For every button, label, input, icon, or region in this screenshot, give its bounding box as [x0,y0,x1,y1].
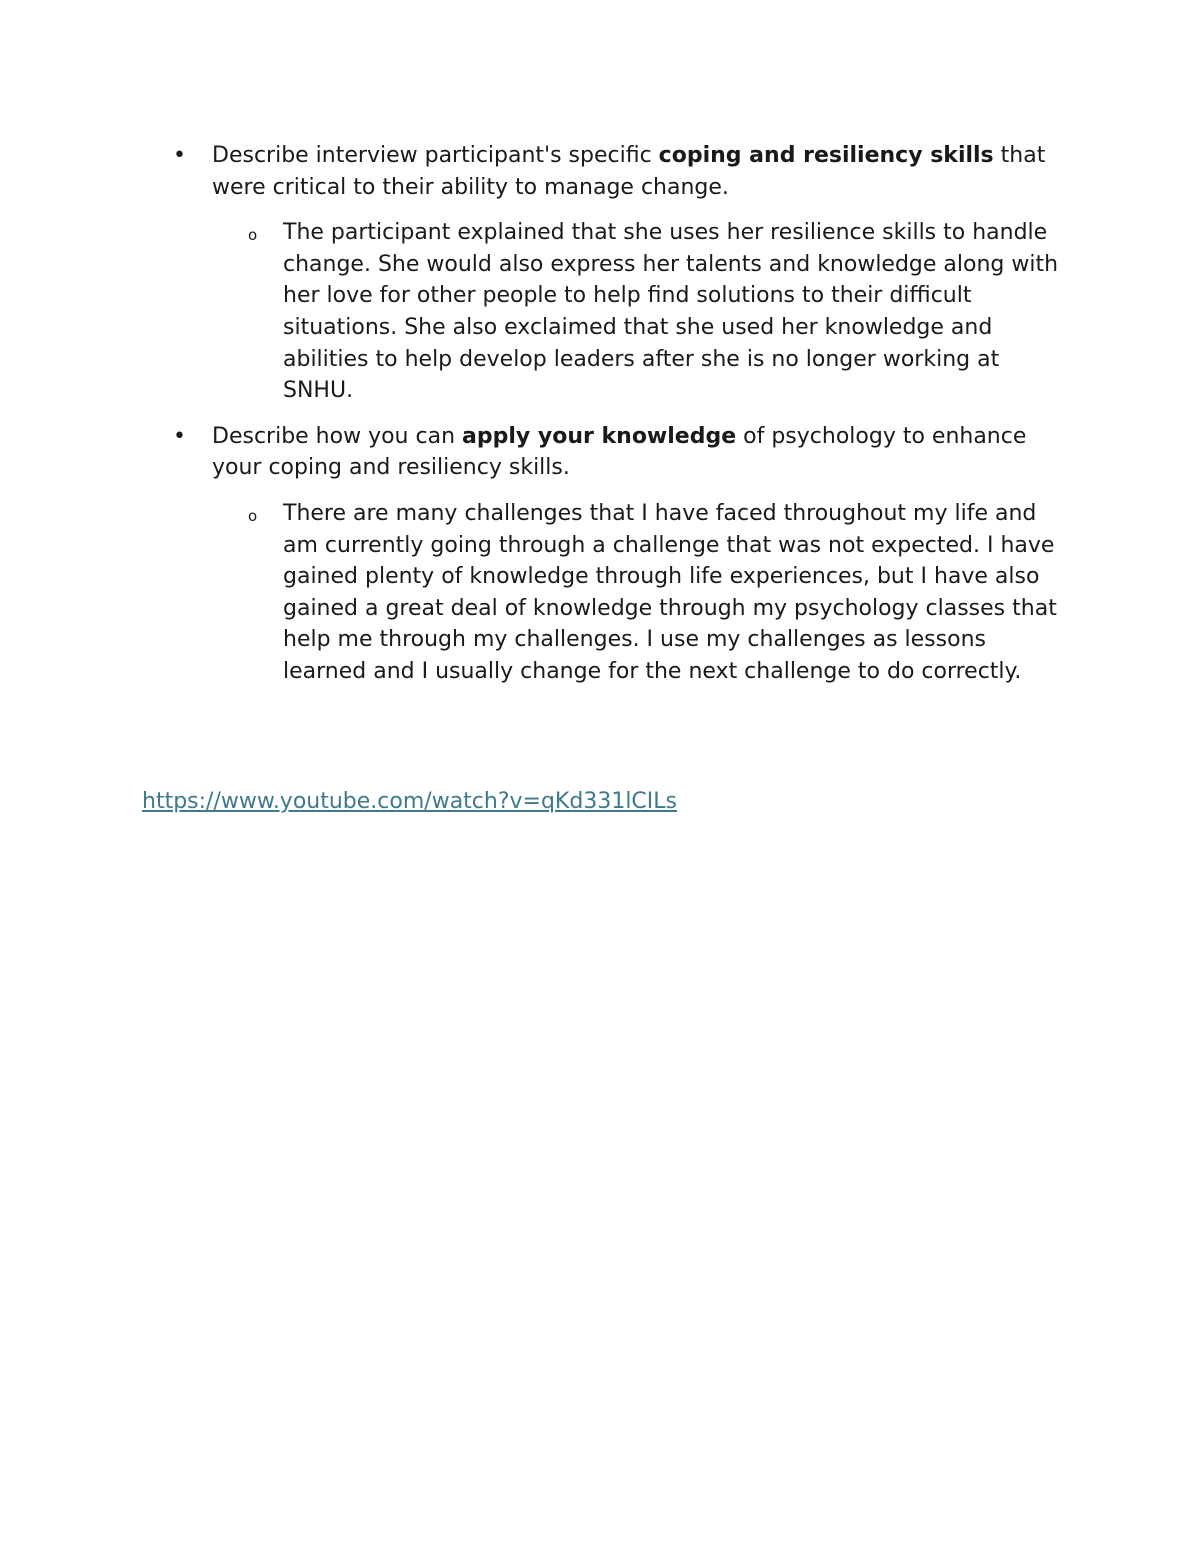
sub-item-participant-answer [212,217,1062,407]
bullet-icon: • [173,143,186,168]
bullet-item-coping-skills [142,140,1062,407]
bullet-item-apply-knowledge [142,421,1062,688]
bullet-text-prefix: Describe interview participant's specific [212,143,659,168]
bullet-text-bold: coping and resiliency skills [658,143,994,168]
circle-bullet-icon: o [248,506,258,525]
document-body [142,140,1062,702]
bullet-list [142,140,1062,688]
sub-item-text: There are many challenges that I have faced throughout my life and am currently going through a challenge that was not expected. I have gained plenty of knowledge through life experiences, but I have also gained a great deal of knowledge through my psychology classes that help me through my challenges. I use my challenges as lessons learned and I usually change for the next challenge to do correctly. [283,500,1057,684]
sub-list [212,498,1062,688]
bullet-text-suffix: of psychology to enhance your coping and resiliency skills. [212,423,1027,481]
video-link-line [142,786,677,817]
bullet-icon: • [173,423,186,449]
sub-item-text: The participant explained that she uses her resilience skills to handle change. She would also express her talents and knowledge along with her love for other people to help find solutions to their difficult situations. She also exclaimed that she used her knowledge and abilities to help develop leaders after she is no longer working at SNHU. [283,220,1059,404]
sub-list [212,217,1062,407]
youtube-link[interactable]: https://www.youtube.com/watch?v=qKd331lCILs [142,789,677,814]
sub-item-personal-answer [212,498,1062,688]
circle-bullet-icon: o [248,226,258,245]
bullet-text-prefix: Describe how you can [212,423,463,449]
bullet-text-suffix: that were critical to their ability to manage change. [212,143,1046,200]
bullet-text-bold: apply your knowledge [462,423,737,449]
